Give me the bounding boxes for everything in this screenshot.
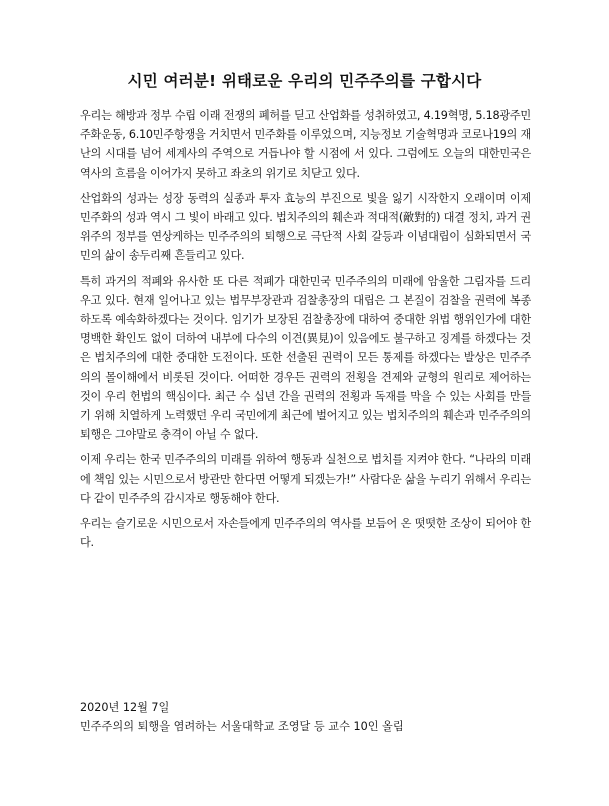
document-body <box>80 106 531 558</box>
signature-block <box>80 698 531 736</box>
paragraph-2: 산업화의 성과는 성장 동력의 실종과 투자 효능의 부진으로 빛을 잃기 시작한지 오래이며 이제 민주화의 성과 역시 그 빛이 바래고 있다. 법치주의의 훼손과 적대적(敵對的) 대결 정치, 과거 권위주의 정부를 연상케하는 민주주의의 퇴행으로 극단적 사회 갈등과 이념대립이 심화되면서 국민의 삶이 송두리째 흔들리고 있다. <box>80 191 531 263</box>
signatory-line: 민주주의의 퇴행을 염려하는 서울대학교 조영달 등 교수 10인 올림 <box>80 720 404 733</box>
document-title: 시민 여러분! 위태로운 우리의 민주주의를 구합시다 <box>127 72 482 90</box>
document-date: 2020년 12월 7일 <box>80 701 170 714</box>
paragraph-3: 특히 과거의 적폐와 유사한 또 다른 적폐가 대한민국 민주주의의 미래에 암울한 그림자를 드리우고 있다. 현재 일어나고 있는 법무부장관과 검찰총장의 대립은 그 본질이 검찰을 권력에 복종하도록 예속화하겠다는 것이다. 임기가 보장된 검찰총장에 대하여 중대한 위법 행위인가에 대한 명백한 확인도 없이 더하여 내부에 다수의 이견(異見)이 있음에도 불구하고 징계를 하겠다는 것은 법치주의에 대한 중대한 도전이다. 또한 선출된 권력이 모든 통제를 하겠다는 발상은 민주주의의 몰이해에서 비롯된 것이다. 어떠한 경우든 권력의 전횡을 견제와 균형의 원리로 제어하는 것이 우리 헌법의 핵심이다. 최근 수 십년 간을 권력의 전횡과 독재를 막을 수 있는 사회를 만들기 위해 치열하게 노력했던 우리 국민에게 최근에 벌어지고 있는 법치주의의 훼손과 민주주의의 퇴행은 그야말로 충격이 아닐 수 없다. <box>80 274 531 442</box>
paragraph-5: 우리는 슬기로운 시민으로서 자손들에게 민주주의의 역사를 보듬어 온 떳떳한 조상이 되어야 한다. <box>80 517 531 550</box>
paragraph-1: 우리는 해방과 정부 수립 이래 전쟁의 폐허를 딛고 산업화를 성취하였고, 4.19혁명, 5.18광주민주화운동, 6.10민주항쟁을 거치면서 민주화를 이루었으며, 지능정보 기술혁명과 코로나19의 재난의 시대를 넘어 세계사의 주역으로 거듭나야 할 시점에 서 있다. 그럼에도 오늘의 대한민국은 역사의 흐름을 이어가지 못하고 좌초의 위기로 치닫고 있다. <box>80 109 531 180</box>
paragraph-4: 이제 우리는 한국 민주주의의 미래를 위하여 행동과 실천으로 법치를 지켜야 한다. “나라의 미래에 책임 있는 시민으로서 방관만 한다면 어떻게 되겠는가!” 사람다운 삶을 누리기 위해서 우리는 다 같이 민주주의 감시자로 행동해야 한다. <box>80 453 531 505</box>
